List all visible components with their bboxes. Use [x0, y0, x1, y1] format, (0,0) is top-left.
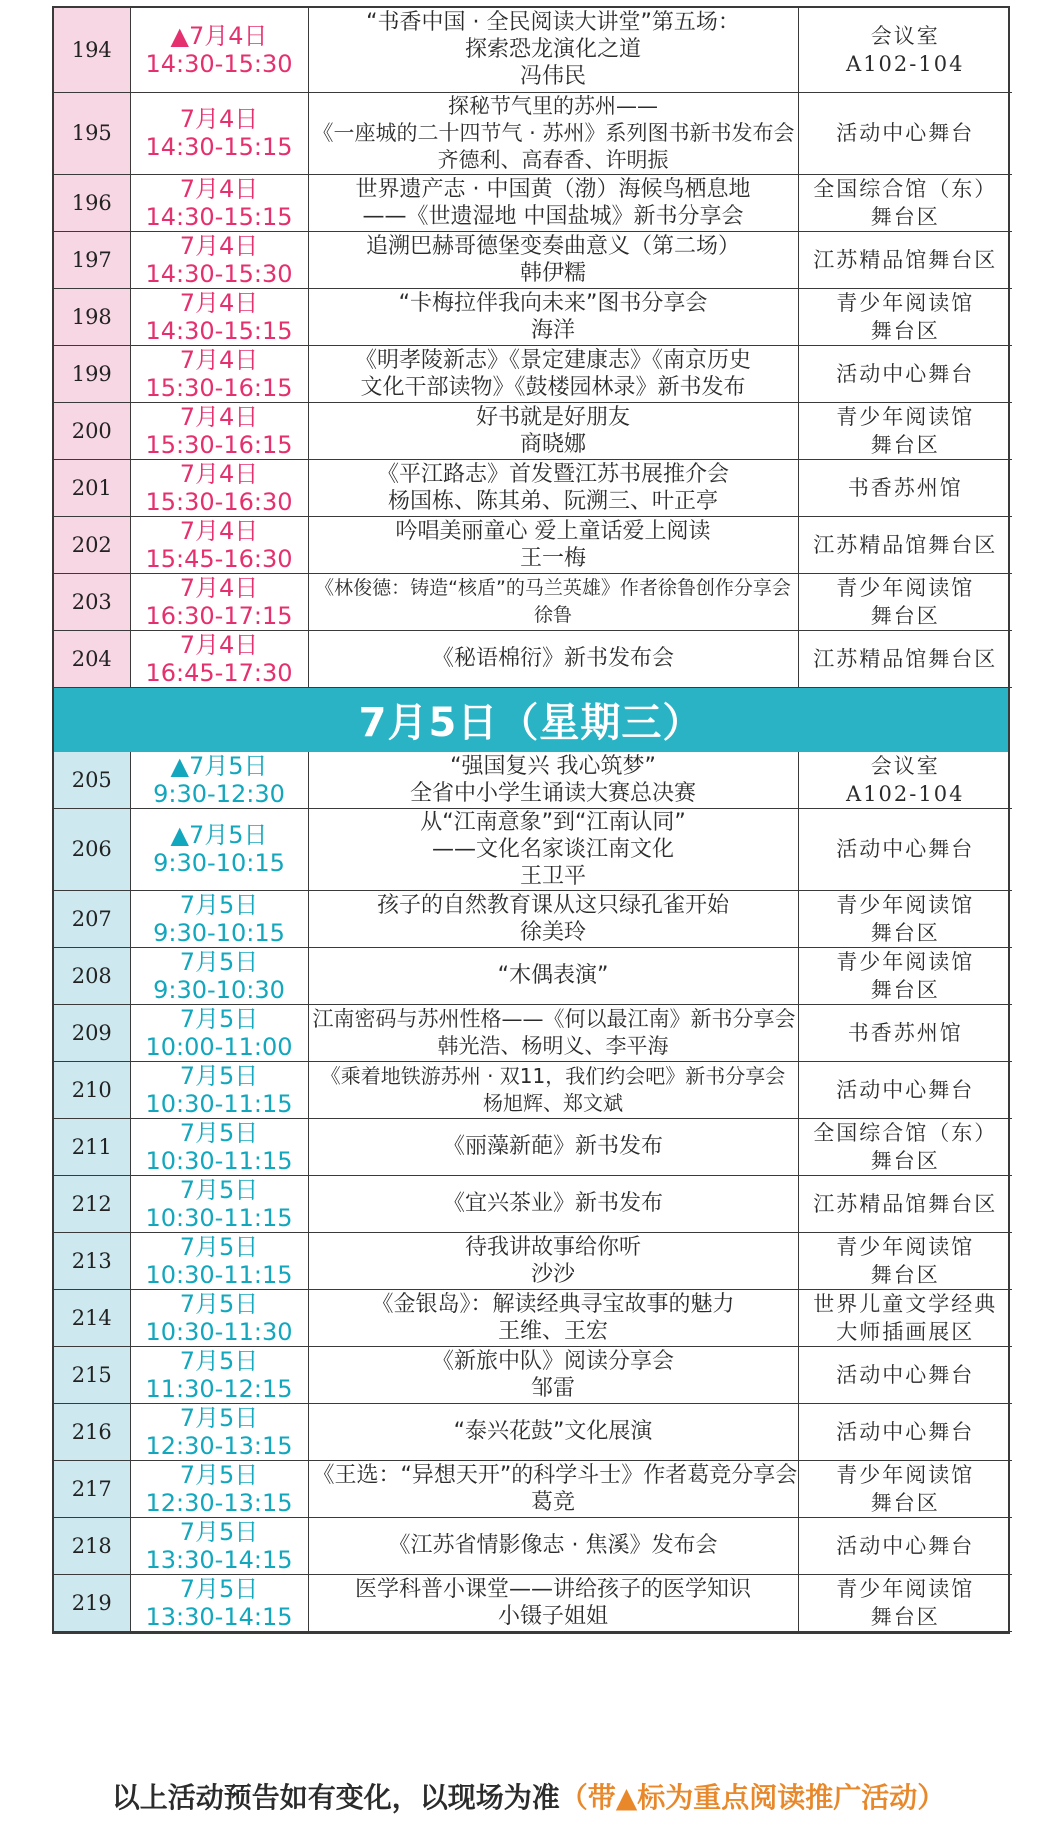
event-venue-line: 江苏精品馆舞台区	[813, 1191, 998, 1216]
footer-note	[0, 1776, 1057, 1816]
event-venue	[798, 459, 1012, 516]
event-time: 14:30-15:30	[145, 259, 293, 288]
event-datetime	[130, 1346, 308, 1403]
event-date: 7月5日	[179, 890, 259, 919]
event-title-line: 杨旭辉、郑文斌	[483, 1090, 623, 1115]
event-number: 198	[54, 288, 130, 345]
event-number: 215	[54, 1346, 130, 1403]
event-title	[308, 516, 798, 573]
event-title-line: 追溯巴赫哥德堡变奏曲意义（第二场）	[365, 233, 740, 259]
event-time: 11:30-12:15	[145, 1374, 293, 1403]
event-title	[308, 1289, 798, 1346]
event-venue-line: 活动中心舞台	[836, 361, 975, 386]
event-venue	[798, 1175, 1012, 1232]
event-number: 195	[54, 92, 130, 174]
event-datetime	[130, 402, 308, 459]
event-title-line: 探秘节气里的苏州——	[448, 93, 658, 118]
event-venue-line: 青少年阅读馆	[836, 949, 975, 974]
schedule-row	[54, 8, 1012, 92]
schedule-row	[54, 1574, 1012, 1631]
event-datetime	[130, 1403, 308, 1460]
event-venue-line: 江苏精品馆舞台区	[813, 532, 998, 557]
event-venue-line: 书香苏州馆	[847, 475, 963, 500]
event-time: 12:30-13:15	[145, 1488, 293, 1517]
event-time: 16:45-17:30	[145, 658, 293, 687]
event-date: ▲7月5日	[170, 751, 268, 780]
event-venue	[798, 516, 1012, 573]
event-number: 213	[54, 1232, 130, 1289]
event-title-line: 徐鲁	[533, 603, 572, 626]
event-venue-line: 青少年阅读馆	[836, 892, 975, 917]
event-datetime	[130, 174, 308, 231]
event-number: 197	[54, 231, 130, 288]
event-title-line: “书香中国 · 全民阅读大讲堂”第五场：	[366, 10, 740, 36]
event-number: 207	[54, 890, 130, 947]
event-venue-line: 青少年阅读馆	[836, 404, 975, 429]
event-title	[308, 1574, 798, 1631]
event-date: 7月5日	[179, 1346, 259, 1375]
event-number: 219	[54, 1574, 130, 1631]
event-title	[308, 92, 798, 174]
schedule-row	[54, 288, 1012, 345]
event-datetime	[130, 808, 308, 890]
event-date: 7月5日	[179, 1118, 259, 1147]
event-venue	[798, 231, 1012, 288]
event-time: 14:30-15:15	[145, 202, 293, 231]
event-number: 208	[54, 947, 130, 1004]
event-title	[308, 890, 798, 947]
event-title-line: 《乘着地铁游苏州 · 双11，我们约会吧》新书分享会	[320, 1063, 786, 1088]
event-venue-line: 舞台区	[870, 1604, 940, 1629]
event-venue-line: 大师插画展区	[836, 1319, 975, 1344]
event-title-line: 《林俊德：铸造“核盾”的马兰英雄》作者徐鲁创作分享会	[315, 576, 791, 599]
event-title-line: 《宜兴茶业》新书发布	[442, 1191, 663, 1216]
event-title-line: 小镊子姐姐	[497, 1603, 608, 1629]
event-number: 199	[54, 345, 130, 402]
event-date: 7月4日	[179, 630, 259, 659]
event-venue-line: 舞台区	[870, 1148, 940, 1173]
event-time: 15:30-16:15	[145, 430, 293, 459]
date-banner-july5	[52, 688, 1010, 752]
event-title-line: 王维、王宏	[497, 1318, 608, 1344]
event-title	[308, 345, 798, 402]
event-venue-line: 书香苏州馆	[847, 1020, 963, 1045]
event-venue-line: 舞台区	[870, 977, 940, 1002]
event-title	[308, 808, 798, 890]
event-venue-line: 世界儿童文学经典	[813, 1291, 998, 1316]
event-title-line: 《丽藻新葩》新书发布	[442, 1134, 663, 1159]
event-time: 9:30-10:30	[153, 975, 285, 1004]
event-datetime	[130, 947, 308, 1004]
event-datetime	[130, 516, 308, 573]
event-title-line: ——《世遗湿地 中国盐城》新书分享会	[362, 203, 744, 229]
event-number: 203	[54, 573, 130, 630]
schedule-row	[54, 630, 1012, 687]
event-title-line: “卡梅拉伴我向未来”图书分享会	[398, 290, 708, 316]
event-number: 212	[54, 1175, 130, 1232]
event-title	[308, 402, 798, 459]
event-time: 10:30-11:30	[145, 1317, 293, 1346]
event-title	[308, 174, 798, 231]
event-title-line: 商晓娜	[519, 431, 586, 457]
event-datetime	[130, 345, 308, 402]
event-title-line: 《一座城的二十四节气 · 苏州》系列图书新书发布会	[312, 120, 795, 145]
event-date: 7月4日	[179, 231, 259, 260]
event-datetime	[130, 890, 308, 947]
event-title	[308, 752, 798, 809]
event-title-line: 《秘语棉衍》新书发布会	[431, 646, 674, 671]
event-venue	[798, 288, 1012, 345]
footer-notice: 以上活动预告如有变化，以现场为准	[111, 1781, 560, 1814]
event-venue-line: 舞台区	[870, 1262, 940, 1287]
schedule-row	[54, 345, 1012, 402]
event-date: 7月4日	[179, 174, 259, 203]
event-venue-line: 舞台区	[870, 920, 940, 945]
schedule-row	[54, 1289, 1012, 1346]
event-venue	[798, 345, 1012, 402]
event-title-line: “泰兴花鼓”文化展演	[453, 1419, 653, 1444]
event-number: 196	[54, 174, 130, 231]
event-time: 14:30-15:30	[145, 49, 293, 78]
event-datetime	[130, 1460, 308, 1517]
event-number: 201	[54, 459, 130, 516]
event-title-line: 《新旅中队》阅读分享会	[431, 1348, 674, 1374]
event-title-line: 《江苏省情影像志 · 焦溪》发布会	[388, 1533, 718, 1558]
event-number: 204	[54, 630, 130, 687]
event-number: 211	[54, 1118, 130, 1175]
schedule-row	[54, 808, 1012, 890]
event-title-line: 王卫平	[519, 863, 586, 889]
event-title	[308, 573, 798, 630]
event-title	[308, 630, 798, 687]
event-date: 7月5日	[179, 1289, 259, 1318]
event-venue-line: 江苏精品馆舞台区	[813, 247, 998, 272]
event-venue-line: 会议室	[870, 23, 940, 48]
schedule-table-july4	[52, 6, 1010, 688]
event-title-line: 全省中小学生诵读大赛总决赛	[409, 780, 696, 806]
schedule-row	[54, 516, 1012, 573]
event-number: 206	[54, 808, 130, 890]
event-time: 14:30-15:15	[145, 133, 293, 161]
event-venue-line: 青少年阅读馆	[836, 1576, 975, 1601]
event-title-line: 《王选：“异想天开”的科学斗士》作者葛竞分享会	[312, 1462, 798, 1488]
schedule-row	[54, 1346, 1012, 1403]
event-title	[308, 1460, 798, 1517]
event-time: 13:30-14:15	[145, 1602, 293, 1631]
event-date: 7月5日	[179, 1232, 259, 1261]
event-title-line: 徐美玲	[519, 919, 586, 945]
event-title-line: 齐德利、高春香、许明振	[437, 147, 669, 172]
event-title	[308, 1517, 798, 1574]
event-venue	[798, 1004, 1012, 1061]
event-title-line: 探索恐龙演化之道	[464, 37, 641, 63]
schedule-sheet	[52, 6, 1010, 1634]
event-datetime	[130, 1574, 308, 1631]
event-venue	[798, 1403, 1012, 1460]
event-date: 7月4日	[179, 288, 259, 317]
event-number: 209	[54, 1004, 130, 1061]
event-title	[308, 231, 798, 288]
event-number: 214	[54, 1289, 130, 1346]
event-venue	[798, 1574, 1012, 1631]
event-title	[308, 288, 798, 345]
event-venue-line: 活动中心舞台	[836, 1362, 975, 1387]
event-time: 9:30-12:30	[153, 779, 285, 808]
event-time: 10:30-11:15	[145, 1146, 293, 1175]
event-date: ▲7月4日	[170, 21, 268, 50]
event-venue	[798, 1289, 1012, 1346]
event-date: 7月5日	[179, 1175, 259, 1204]
event-venue	[798, 1061, 1012, 1118]
event-venue	[798, 947, 1012, 1004]
event-date: 7月4日	[179, 345, 259, 374]
event-title-line: 从“江南意象”到“江南认同”	[420, 809, 686, 835]
schedule-row	[54, 752, 1012, 809]
event-datetime	[130, 8, 308, 92]
event-number: 205	[54, 752, 130, 809]
event-title-line: “木偶表演”	[497, 963, 609, 988]
schedule-row	[54, 1175, 1012, 1232]
event-time: 13:30-14:15	[145, 1545, 293, 1574]
event-title-line: 《明孝陵新志》《景定建康志》《南京历史	[354, 347, 751, 373]
event-title-line: 文化干部读物》《鼓楼园林录》新书发布	[360, 374, 746, 400]
event-time: 10:30-11:15	[145, 1089, 293, 1118]
event-datetime	[130, 1232, 308, 1289]
event-number: 210	[54, 1061, 130, 1118]
event-venue	[798, 752, 1012, 809]
event-date: ▲7月5日	[170, 821, 268, 849]
event-date: 7月5日	[179, 1061, 259, 1090]
event-datetime	[130, 231, 308, 288]
event-datetime	[130, 288, 308, 345]
event-venue-line: 青少年阅读馆	[836, 1234, 975, 1259]
event-venue-line: 青少年阅读馆	[836, 575, 975, 600]
schedule-row	[54, 1118, 1012, 1175]
schedule-row	[54, 1403, 1012, 1460]
event-datetime	[130, 1004, 308, 1061]
event-venue	[798, 890, 1012, 947]
event-title-line: 世界遗产志 · 中国黄（渤）海候鸟栖息地	[355, 176, 751, 202]
event-number: 217	[54, 1460, 130, 1517]
event-title-line: 韩光浩、杨明义、李平海	[437, 1033, 669, 1058]
event-venue-line: 活动中心舞台	[836, 837, 975, 861]
event-venue	[798, 630, 1012, 687]
event-venue-line: 全国综合馆（东）	[813, 176, 998, 201]
event-date: 7月5日	[179, 1004, 259, 1033]
event-time: 14:30-15:15	[145, 316, 293, 345]
event-time: 15:30-16:30	[145, 487, 293, 516]
event-venue-line: 活动中心舞台	[836, 1419, 975, 1444]
event-time: 12:30-13:15	[145, 1431, 293, 1460]
schedule-row	[54, 231, 1012, 288]
event-venue	[798, 1517, 1012, 1574]
event-number: 216	[54, 1403, 130, 1460]
event-venue-line: 江苏精品馆舞台区	[813, 646, 998, 671]
event-title	[308, 1403, 798, 1460]
schedule-row	[54, 1061, 1012, 1118]
event-venue-line: 舞台区	[870, 204, 940, 229]
event-title-line: 医学科普小课堂——讲给孩子的医学知识	[354, 1576, 751, 1602]
event-title-line: 葛竞	[530, 1489, 575, 1515]
schedule-table-july5	[52, 752, 1010, 1634]
event-title-line: 江南密码与苏州性格——《何以最江南》新书分享会	[312, 1006, 796, 1031]
event-venue	[798, 8, 1012, 92]
event-date: 7月4日	[179, 573, 259, 602]
schedule-row	[54, 1460, 1012, 1517]
event-title-line: 吟唱美丽童心 爱上童话爱上阅读	[395, 518, 711, 544]
event-venue-line: 青少年阅读馆	[836, 290, 975, 315]
event-datetime	[130, 459, 308, 516]
event-venue-line: 活动中心舞台	[836, 1077, 975, 1102]
event-title	[308, 8, 798, 92]
event-title-line: 杨国栋、陈其弟、阮溯三、叶正亭	[387, 488, 718, 514]
event-time: 15:45-16:30	[145, 544, 293, 573]
event-datetime	[130, 1061, 308, 1118]
schedule-row	[54, 573, 1012, 630]
event-date: 7月5日	[179, 1574, 259, 1603]
event-venue-line: 活动中心舞台	[836, 121, 975, 145]
event-datetime	[130, 630, 308, 687]
schedule-row	[54, 92, 1012, 174]
event-venue-line: 活动中心舞台	[836, 1533, 975, 1558]
event-title-line: 王一梅	[519, 545, 586, 571]
event-venue-line: 舞台区	[870, 603, 940, 628]
event-venue	[798, 573, 1012, 630]
event-datetime	[130, 573, 308, 630]
event-title-line: “强国复兴 我心筑梦”	[450, 753, 656, 779]
event-number: 218	[54, 1517, 130, 1574]
event-date: 7月4日	[179, 516, 259, 545]
event-time: 10:30-11:15	[145, 1260, 293, 1289]
event-datetime	[130, 92, 308, 174]
date-banner-text: 7月5日（星期三）	[358, 700, 704, 746]
event-title-line: 海洋	[530, 317, 575, 343]
event-time: 10:00-11:00	[145, 1032, 293, 1061]
schedule-row	[54, 459, 1012, 516]
event-title	[308, 1061, 798, 1118]
event-venue	[798, 402, 1012, 459]
event-title-line: 《金银岛》：解读经典寻宝故事的魅力	[371, 1291, 735, 1317]
event-title-line: ——文化名家谈江南文化	[431, 836, 674, 862]
event-title	[308, 1004, 798, 1061]
event-title-line: 韩伊糯	[519, 260, 586, 286]
event-date: 7月5日	[179, 1460, 259, 1489]
schedule-row	[54, 1232, 1012, 1289]
event-venue	[798, 1118, 1012, 1175]
event-datetime	[130, 1517, 308, 1574]
schedule-row	[54, 947, 1012, 1004]
event-datetime	[130, 752, 308, 809]
event-date: 7月4日	[179, 105, 259, 133]
event-title-line: 好书就是好朋友	[475, 404, 630, 430]
event-title	[308, 947, 798, 1004]
event-title	[308, 1175, 798, 1232]
event-venue-line: 舞台区	[870, 1490, 940, 1515]
event-number: 202	[54, 516, 130, 573]
event-venue-line: 全国综合馆（东）	[813, 1120, 998, 1145]
event-venue	[798, 1232, 1012, 1289]
event-venue-line: 舞台区	[870, 432, 940, 457]
event-number: 200	[54, 402, 130, 459]
event-datetime	[130, 1175, 308, 1232]
event-venue-line: 青少年阅读馆	[836, 1462, 975, 1487]
schedule-row	[54, 1004, 1012, 1061]
event-venue-line: 舞台区	[870, 318, 940, 343]
event-title	[308, 459, 798, 516]
event-time: 16:30-17:15	[145, 601, 293, 630]
event-title-line: 冯伟民	[519, 64, 586, 90]
event-datetime	[130, 1118, 308, 1175]
event-venue	[798, 1460, 1012, 1517]
event-title	[308, 1346, 798, 1403]
event-date: 7月5日	[179, 1517, 259, 1546]
event-title-line: 孩子的自然教育课从这只绿孔雀开始	[376, 892, 729, 918]
event-venue-line: 会议室	[870, 753, 940, 778]
event-title-line: 沙沙	[530, 1261, 575, 1287]
event-time: 10:30-11:15	[145, 1203, 293, 1232]
event-date: 7月4日	[179, 459, 259, 488]
event-time: 15:30-16:15	[145, 373, 293, 402]
event-time: 9:30-10:15	[153, 918, 285, 947]
event-time: 9:30-10:15	[153, 849, 285, 877]
footer-highlight: （带▲标为重点阅读推广活动）	[559, 1781, 946, 1814]
event-title-line: 《平江路志》首发暨江苏书展推介会	[376, 461, 729, 487]
event-number: 194	[54, 8, 130, 92]
schedule-row	[54, 890, 1012, 947]
event-title	[308, 1118, 798, 1175]
event-venue-line: A102-104	[846, 781, 965, 806]
event-title	[308, 1232, 798, 1289]
event-date: 7月5日	[179, 947, 259, 976]
event-title-line: 邹雷	[530, 1375, 575, 1401]
event-venue	[798, 808, 1012, 890]
event-venue	[798, 1346, 1012, 1403]
event-venue-line: A102-104	[846, 51, 965, 76]
schedule-row	[54, 402, 1012, 459]
event-title-line: 待我讲故事给你听	[464, 1234, 641, 1260]
event-date: 7月4日	[179, 402, 259, 431]
schedule-row	[54, 174, 1012, 231]
event-date: 7月5日	[179, 1403, 259, 1432]
schedule-row	[54, 1517, 1012, 1574]
event-datetime	[130, 1289, 308, 1346]
event-venue	[798, 174, 1012, 231]
event-venue	[798, 92, 1012, 174]
